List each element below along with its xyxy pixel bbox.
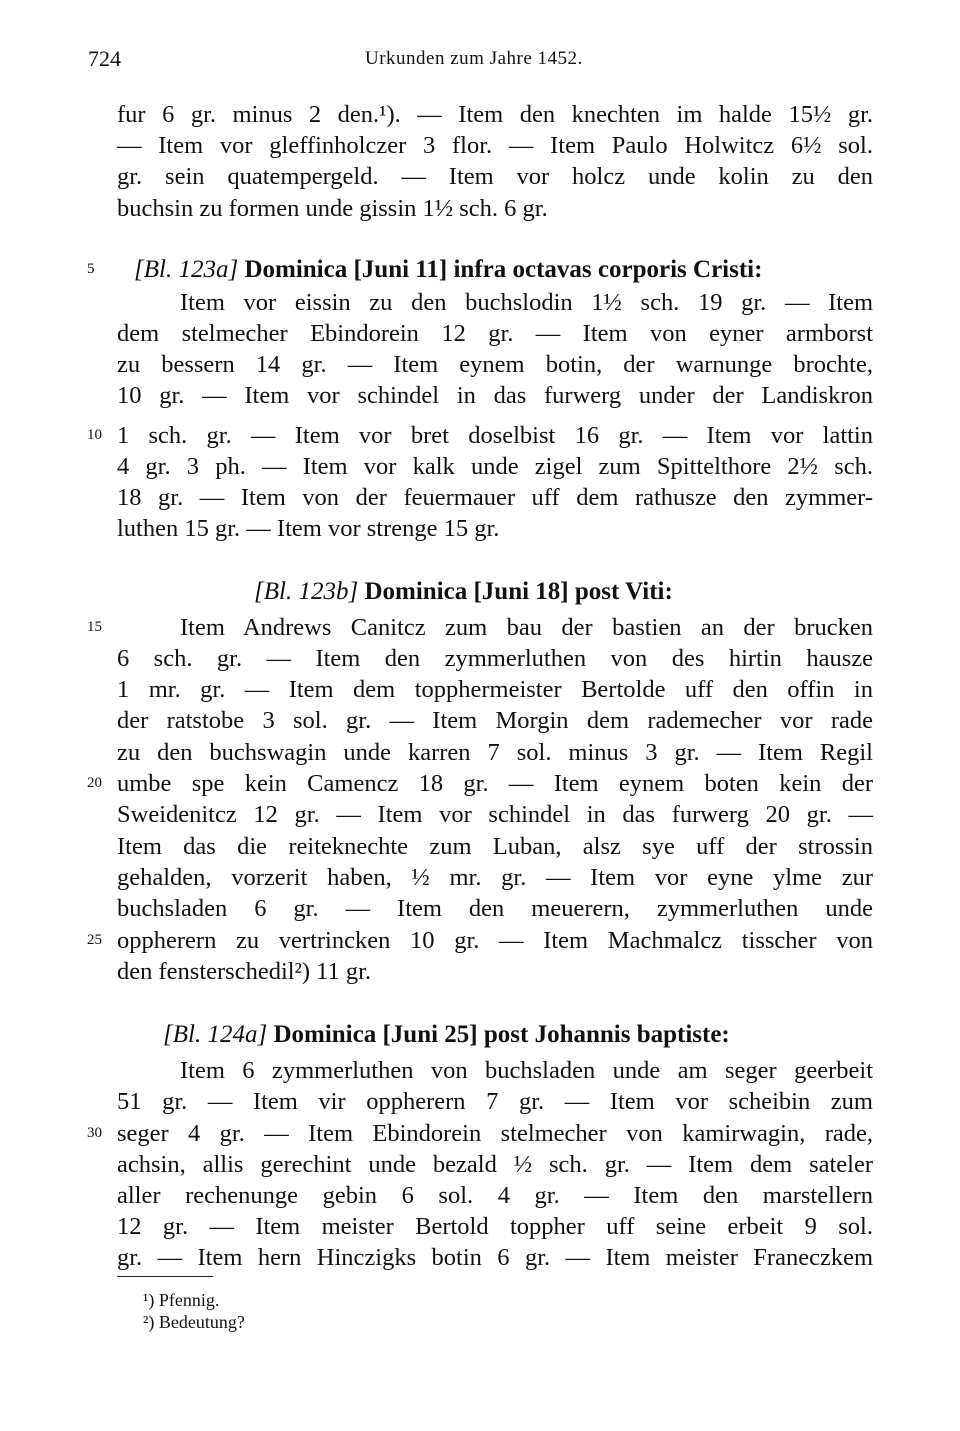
text-line: 10 gr. — Item vor schindel in das furwerg under der Landiskron: [117, 382, 873, 409]
text-line: dem stelmecher Ebindorein 12 gr. — Item von eyner armborst: [117, 320, 873, 347]
line-number: 15: [87, 619, 102, 635]
running-head: Urkunden zum Jahre 1452.: [365, 48, 583, 69]
text-line: Sweidenitcz 12 gr. — Item vor schindel in das furwerg 20 gr. —: [117, 801, 873, 828]
line-number: 25: [87, 932, 102, 948]
line-number: 5: [87, 261, 95, 277]
text-line: Item das die reiteknechte zum Luban, alsz sye uff der strossin: [117, 833, 873, 860]
text-line: seger 4 gr. — Item Ebindorein stelmecher von kamirwagin, rade,: [117, 1120, 873, 1147]
section-heading: [254, 576, 673, 607]
text-line: zu bessern 14 gr. — Item eynem botin, der warnunge brochte,: [117, 351, 873, 378]
text-line: buchsin zu formen unde gissin 1½ sch. 6 gr.: [117, 195, 548, 222]
text-line: zu den buchswagin unde karren 7 sol. minus 3 gr. — Item Regil: [117, 739, 873, 766]
footnote-rule: [117, 1276, 213, 1277]
text-line: 51 gr. — Item vir oppherern 7 gr. — Item vor scheibin zum: [117, 1088, 873, 1115]
section-heading: [163, 1019, 730, 1050]
footnote: ¹) Pfennig.: [143, 1290, 220, 1310]
text-line: 12 gr. — Item meister Bertold toppher uff seine erbeit 9 sol.: [117, 1213, 873, 1240]
text-line: gr. sein quatempergeld. — Item vor holcz unde kolin zu den: [117, 163, 873, 190]
text-line: gr. — Item hern Hinczigks botin 6 gr. — Item meister Franeczkem: [117, 1244, 873, 1271]
text-line: — Item vor gleffinholczer 3 flor. — Item Paulo Holwitcz 6½ sol.: [117, 132, 873, 159]
text-line: Item Andrews Canitcz zum bau der bastien an der brucken: [180, 614, 873, 641]
text-line: der ratstobe 3 sol. gr. — Item Morgin dem rademecher vor rade: [117, 707, 873, 734]
folio-reference: [Bl. 123a]: [134, 256, 239, 283]
text-line: 4 gr. 3 ph. — Item vor kalk unde zigel zum Spittelthore 2½ sch.: [117, 453, 873, 480]
line-number: 20: [87, 775, 102, 791]
section-title: Dominica [Juni 25] post Johannis baptiste:: [273, 1021, 730, 1048]
text-line: luthen 15 gr. — Item vor strenge 15 gr.: [117, 515, 500, 542]
text-line: 6 sch. gr. — Item den zymmerluthen von des hirtin hausze: [117, 645, 873, 672]
text-line: 18 gr. — Item von der feuermauer uff dem rathusze den zymmer-: [117, 484, 873, 511]
text-line: fur 6 gr. minus 2 den.¹). — Item den knechten im halde 15½ gr.: [117, 101, 873, 128]
section-title: Dominica [Juni 11] infra octavas corporis Cristi:: [244, 256, 763, 283]
text-line: Item 6 zymmerluthen von buchsladen unde am seger geerbeit: [180, 1057, 873, 1084]
section-title: Dominica [Juni 18] post Viti:: [364, 578, 673, 605]
text-line: buchsladen 6 gr. — Item den meuerern, zymmerluthen unde: [117, 895, 873, 922]
footnote: ²) Bedeutung?: [143, 1312, 245, 1332]
line-number: 10: [87, 427, 102, 443]
page-number: 724: [88, 46, 121, 71]
text-line: aller rechenunge gebin 6 sol. 4 gr. — Item den marstellern: [117, 1182, 873, 1209]
text-line: oppherern zu vertrincken 10 gr. — Item Machmalcz tisscher von: [117, 927, 873, 954]
text-line: umbe spe kein Camencz 18 gr. — Item eynem boten kein der: [117, 770, 873, 797]
section-heading: [134, 254, 762, 285]
text-line: 1 mr. gr. — Item dem topphermeister Bertolde uff den offin in: [117, 676, 873, 703]
text-line: 1 sch. gr. — Item vor bret doselbist 16 gr. — Item vor lattin: [117, 422, 873, 449]
folio-reference: [Bl. 124a]: [163, 1021, 268, 1048]
text-line: Item vor eissin zu den buchslodin 1½ sch. 19 gr. — Item: [180, 289, 873, 316]
text-line: gehalden, vorzerit haben, ½ mr. gr. — Item vor eyne ylme zur: [117, 864, 873, 891]
text-line: den fensterschedil²) 11 gr.: [117, 958, 372, 985]
folio-reference: [Bl. 123b]: [254, 578, 359, 605]
line-number: 30: [87, 1125, 102, 1141]
text-line: achsin, allis gerechint unde bezald ½ sch. gr. — Item dem sateler: [117, 1151, 873, 1178]
